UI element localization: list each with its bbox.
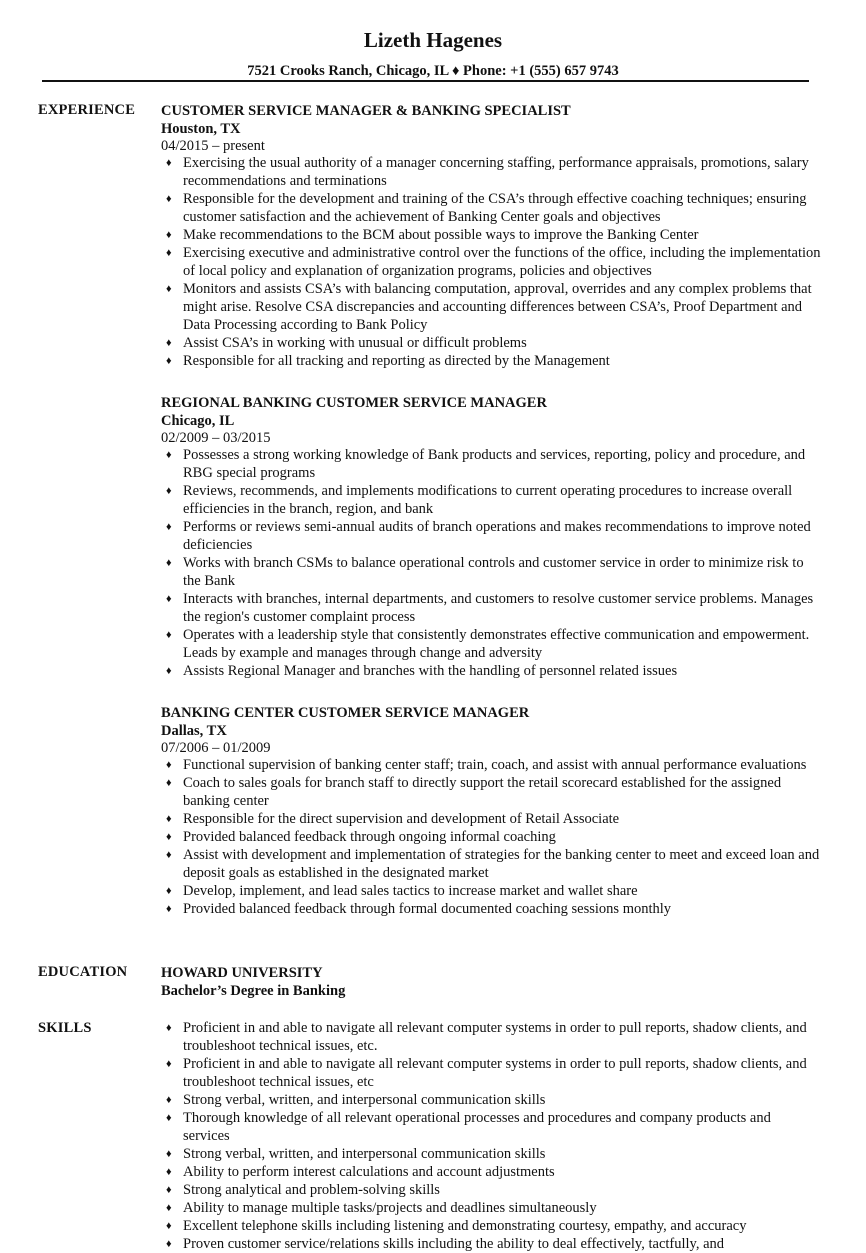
job-bullet-list bbox=[161, 446, 821, 680]
list-item bbox=[161, 1235, 821, 1253]
bullet-diamond-icon: ♦ bbox=[166, 337, 172, 349]
list-item bbox=[161, 882, 821, 900]
list-item bbox=[161, 244, 821, 280]
skills-list bbox=[161, 1019, 821, 1253]
list-item bbox=[161, 280, 821, 334]
list-item bbox=[161, 828, 821, 846]
bullet-diamond-icon: ♦ bbox=[166, 629, 172, 641]
education-entry bbox=[161, 964, 821, 1000]
bullet-text: Coach to sales goals for branch staff to directly support the retail scorecard established for the assigned banking center bbox=[183, 775, 782, 809]
bullet-text: Monitors and assists CSA’s with balancing computation, approval, overrides and any complex problems that might arise. Resolve CSA discrepancies and accounting differences between CSA’s, Proof Department and Data Processing according to Bank Policy bbox=[183, 281, 812, 333]
bullet-diamond-icon: ♦ bbox=[166, 1094, 172, 1106]
candidate-name: Lizeth Hagenes bbox=[363, 28, 503, 52]
list-item bbox=[161, 1181, 821, 1199]
skill-text: Strong verbal, written, and interpersonal communication skills bbox=[183, 1146, 546, 1162]
bullet-diamond-icon: ♦ bbox=[166, 593, 172, 605]
bullet-diamond-icon: ♦ bbox=[166, 849, 172, 861]
job-bullet-list bbox=[161, 756, 821, 918]
bullet-diamond-icon: ♦ bbox=[166, 283, 172, 295]
bullet-text: Exercising the usual authority of a manager concerning staffing, performance appraisals, promotions, salary recommendations and terminations bbox=[183, 155, 809, 189]
list-item bbox=[161, 154, 821, 190]
list-item bbox=[161, 1109, 821, 1145]
bullet-diamond-icon: ♦ bbox=[166, 1022, 172, 1034]
bullet-diamond-icon: ♦ bbox=[166, 355, 172, 367]
school-name: HOWARD UNIVERSITY bbox=[161, 965, 323, 981]
skill-text: Ability to manage multiple tasks/projects and deadlines simultaneously bbox=[183, 1200, 597, 1216]
list-item bbox=[161, 662, 821, 680]
job-location: Houston, TX bbox=[161, 121, 241, 137]
job-dates: 04/2015 – present bbox=[161, 138, 265, 154]
bullet-diamond-icon: ♦ bbox=[166, 557, 172, 569]
skill-text: Proficient in and able to navigate all relevant computer systems in order to pull reports, shadow clients, and troubleshoot technical issues, etc. bbox=[183, 1020, 807, 1054]
bullet-diamond-icon: ♦ bbox=[166, 157, 172, 169]
bullet-diamond-icon: ♦ bbox=[166, 449, 172, 461]
bullet-diamond-icon: ♦ bbox=[166, 229, 172, 241]
list-item bbox=[161, 334, 821, 352]
bullet-text: Make recommendations to the BCM about possible ways to improve the Banking Center bbox=[183, 227, 699, 243]
bullet-text: Responsible for the development and training of the CSA’s through effective coaching techniques; ensuring customer satisfaction and the achievement of Banking Center goals and objectives bbox=[183, 191, 807, 225]
job-bullet-list bbox=[161, 154, 821, 370]
job-location: Dallas, TX bbox=[161, 723, 227, 739]
list-item bbox=[161, 1055, 821, 1091]
job-entry bbox=[161, 394, 821, 680]
bullet-text: Develop, implement, and lead sales tactics to increase market and wallet share bbox=[183, 883, 638, 899]
skill-text: Thorough knowledge of all relevant operational processes and procedures and company products and services bbox=[183, 1110, 771, 1144]
job-entry bbox=[161, 704, 821, 918]
skill-text: Strong analytical and problem-solving skills bbox=[183, 1182, 440, 1198]
list-item bbox=[161, 1019, 821, 1055]
bullet-diamond-icon: ♦ bbox=[166, 1148, 172, 1160]
bullet-text: Reviews, recommends, and implements modifications to current operating procedures to increase overall efficiencies in the branch, region, and bank bbox=[183, 483, 793, 517]
bullet-diamond-icon: ♦ bbox=[166, 885, 172, 897]
bullet-diamond-icon: ♦ bbox=[166, 247, 172, 259]
job-dates: 07/2006 – 01/2009 bbox=[161, 740, 271, 756]
bullet-text: Possesses a strong working knowledge of Bank products and services, reporting, policy and procedure, and RBG special programs bbox=[183, 447, 806, 481]
bullet-diamond-icon: ♦ bbox=[166, 1238, 172, 1250]
bullet-text: Assists Regional Manager and branches with the handling of personnel related issues bbox=[183, 663, 678, 679]
list-item bbox=[161, 554, 821, 590]
skill-text: Strong verbal, written, and interpersonal communication skills bbox=[183, 1092, 546, 1108]
skill-text: Excellent telephone skills including listening and demonstrating courtesy, empathy, and accuracy bbox=[183, 1218, 747, 1234]
job-title: BANKING CENTER CUSTOMER SERVICE MANAGER bbox=[161, 705, 530, 721]
bullet-diamond-icon: ♦ bbox=[166, 1166, 172, 1178]
job-entry bbox=[161, 102, 821, 370]
bullet-text: Assist CSA’s in working with unusual or difficult problems bbox=[183, 335, 527, 351]
list-item bbox=[161, 590, 821, 626]
list-item bbox=[161, 482, 821, 518]
list-item bbox=[161, 446, 821, 482]
bullet-text: Responsible for the direct supervision and development of Retail Associate bbox=[183, 811, 620, 827]
bullet-text: Functional supervision of banking center staff; train, coach, and assist with annual performance evaluations bbox=[183, 757, 807, 773]
list-item bbox=[161, 226, 821, 244]
bullet-diamond-icon: ♦ bbox=[166, 521, 172, 533]
bullet-diamond-icon: ♦ bbox=[166, 193, 172, 205]
job-title: REGIONAL BANKING CUSTOMER SERVICE MANAGER bbox=[161, 395, 547, 411]
bullet-text: Works with branch CSMs to balance operational controls and customer service in order to minimize risk to the Bank bbox=[183, 555, 804, 589]
bullet-diamond-icon: ♦ bbox=[166, 813, 172, 825]
list-item bbox=[161, 1145, 821, 1163]
list-item bbox=[161, 352, 821, 370]
header-divider bbox=[42, 80, 809, 82]
job-dates: 02/2009 – 03/2015 bbox=[161, 430, 271, 446]
bullet-diamond-icon: ♦ bbox=[166, 777, 172, 789]
skills-entry bbox=[161, 1019, 821, 1253]
skill-text: Proficient in and able to navigate all relevant computer systems in order to pull reports, shadow clients, and troubleshoot technical issues, etc bbox=[183, 1056, 807, 1090]
bullet-text: Interacts with branches, internal departments, and customers to resolve customer service problems. Manages the region's customer complaint process bbox=[183, 591, 814, 625]
list-item bbox=[161, 774, 821, 810]
bullet-text: Provided balanced feedback through formal documented coaching sessions monthly bbox=[183, 901, 672, 917]
contact-line: 7521 Crooks Ranch, Chicago, IL ♦ Phone: +1 (555) 657 9743 bbox=[247, 63, 619, 79]
bullet-diamond-icon: ♦ bbox=[166, 903, 172, 915]
list-item bbox=[161, 756, 821, 774]
list-item bbox=[161, 626, 821, 662]
bullet-diamond-icon: ♦ bbox=[166, 831, 172, 843]
bullet-diamond-icon: ♦ bbox=[166, 1184, 172, 1196]
list-item bbox=[161, 810, 821, 828]
bullet-diamond-icon: ♦ bbox=[166, 1112, 172, 1124]
section-label-experience: EXPERIENCE bbox=[38, 102, 136, 118]
list-item bbox=[161, 1091, 821, 1109]
bullet-text: Exercising executive and administrative control over the functions of the office, including the implementation of local policy and explanation of organization programs, policies and objectives bbox=[183, 245, 821, 279]
bullet-text: Assist with development and implementation of strategies for the banking center to meet and exceed loan and deposit goals as established in the designated market bbox=[183, 847, 820, 881]
list-item bbox=[161, 900, 821, 918]
bullet-text: Responsible for all tracking and reporting as directed by the Management bbox=[183, 353, 610, 369]
bullet-diamond-icon: ♦ bbox=[166, 759, 172, 771]
job-title: CUSTOMER SERVICE MANAGER & BANKING SPECIALIST bbox=[161, 103, 571, 119]
bullet-text: Performs or reviews semi-annual audits of branch operations and makes recommendations to improve noted deficiencies bbox=[183, 519, 811, 553]
section-label-skills: SKILLS bbox=[38, 1020, 92, 1036]
list-item bbox=[161, 1199, 821, 1217]
list-item bbox=[161, 1217, 821, 1235]
bullet-diamond-icon: ♦ bbox=[166, 1058, 172, 1070]
skill-text: Ability to perform interest calculations and account adjustments bbox=[183, 1164, 555, 1180]
bullet-text: Operates with a leadership style that consistently demonstrates effective communication and empowerment. Leads by example and manages through change and adversity bbox=[183, 627, 810, 661]
job-location: Chicago, IL bbox=[161, 413, 235, 429]
bullet-diamond-icon: ♦ bbox=[166, 1220, 172, 1232]
list-item bbox=[161, 1163, 821, 1181]
bullet-diamond-icon: ♦ bbox=[166, 1202, 172, 1214]
bullet-diamond-icon: ♦ bbox=[166, 485, 172, 497]
bullet-text: Provided balanced feedback through ongoing informal coaching bbox=[183, 829, 556, 845]
section-label-education: EDUCATION bbox=[38, 964, 128, 980]
list-item bbox=[161, 846, 821, 882]
degree-name: Bachelor’s Degree in Banking bbox=[161, 983, 346, 999]
bullet-diamond-icon: ♦ bbox=[166, 665, 172, 677]
list-item bbox=[161, 190, 821, 226]
skill-text: Proven customer service/relations skills including the ability to deal effectively, tactfully, and bbox=[183, 1236, 725, 1252]
list-item bbox=[161, 518, 821, 554]
